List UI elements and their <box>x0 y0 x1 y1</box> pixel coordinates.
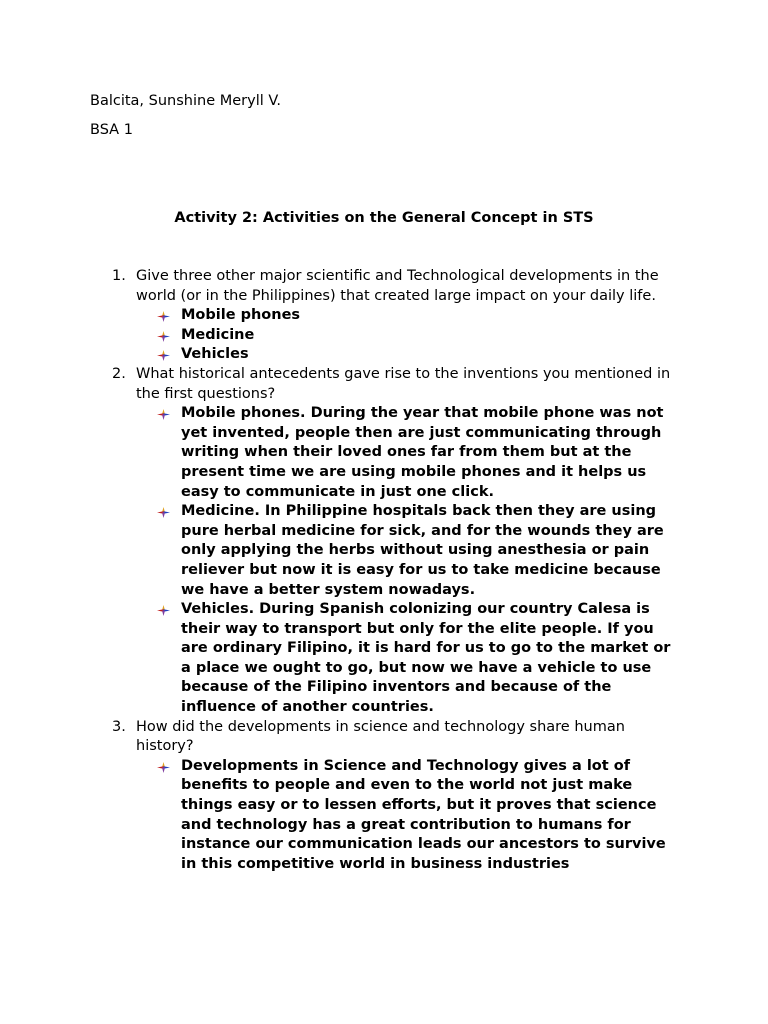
question-number: 3. <box>112 718 126 735</box>
answer-item <box>181 326 681 346</box>
four-color-arrow-bullet-icon <box>157 311 170 322</box>
question-item <box>0 718 768 875</box>
answer-item <box>181 404 681 502</box>
question-number: 2. <box>112 365 126 382</box>
answer-text: Mobile phones. During the year that mobile phone was not yet invented, people then are just communicating through writing when their loved ones far from them but at the present time we are using mobile phones and it helps us easy to communicate in just one click. <box>181 405 664 500</box>
answer-text: Vehicles <box>181 346 249 363</box>
four-color-arrow-bullet-icon <box>157 350 170 361</box>
question-text: Give three other major scientific and Technological developments in the world (or in the Philippines) that created large impact on your daily life. <box>136 268 659 304</box>
answer-item <box>181 345 681 365</box>
answer-text: Developments in Science and Technology gives a lot of benefits to people and even to the world not just make things easy or to lessen efforts, but it proves that science and technology has a great contribution to humans for instance our communication leads our ancestors to survive in this competitive world in business industries <box>181 757 666 872</box>
question-text: How did the developments in science and technology share human history? <box>136 718 625 755</box>
answer-text: Medicine. In Philippine hospitals back then they are using pure herbal medicine for sick, and for the wounds they are only applying the herbs without using anesthesia or pain reliever but now it is easy for us to take medicine because we have a better system nowadays. <box>181 503 664 598</box>
answer-item <box>181 757 681 875</box>
question-number: 1. <box>112 268 126 284</box>
answer-list <box>0 306 768 365</box>
answer-text: Vehicles. During Spanish colonizing our country Calesa is their way to transport but only for the elite people. If you are ordinary Filipino, it is hard for us to go to the market or a place we ought to go, but now we have a vehicle to use because of the Filipino inventors and because of the influence of another countries. <box>181 601 671 716</box>
student-course: BSA 1 <box>90 122 133 138</box>
answer-item <box>181 502 681 600</box>
four-color-arrow-bullet-icon <box>157 331 170 342</box>
answer-item <box>181 306 681 326</box>
student-name: Balcita, Sunshine Meryll V. <box>90 93 282 109</box>
answer-text: Mobile phones <box>181 307 301 324</box>
question-text: What historical antecedents gave rise to the inventions you mentioned in the first questions? <box>136 365 671 402</box>
answer-list <box>0 404 768 718</box>
question-list <box>0 267 768 874</box>
answer-item <box>181 600 681 718</box>
four-color-arrow-bullet-icon <box>157 605 170 616</box>
answer-list <box>0 757 768 875</box>
activity-title: Activity 2: Activities on the General Concept in STS <box>174 210 594 226</box>
answer-text: Medicine <box>181 326 255 343</box>
question-item <box>0 267 768 365</box>
question-item <box>0 365 768 718</box>
four-color-arrow-bullet-icon <box>157 409 170 420</box>
four-color-arrow-bullet-icon <box>157 762 170 773</box>
four-color-arrow-bullet-icon <box>157 507 170 518</box>
